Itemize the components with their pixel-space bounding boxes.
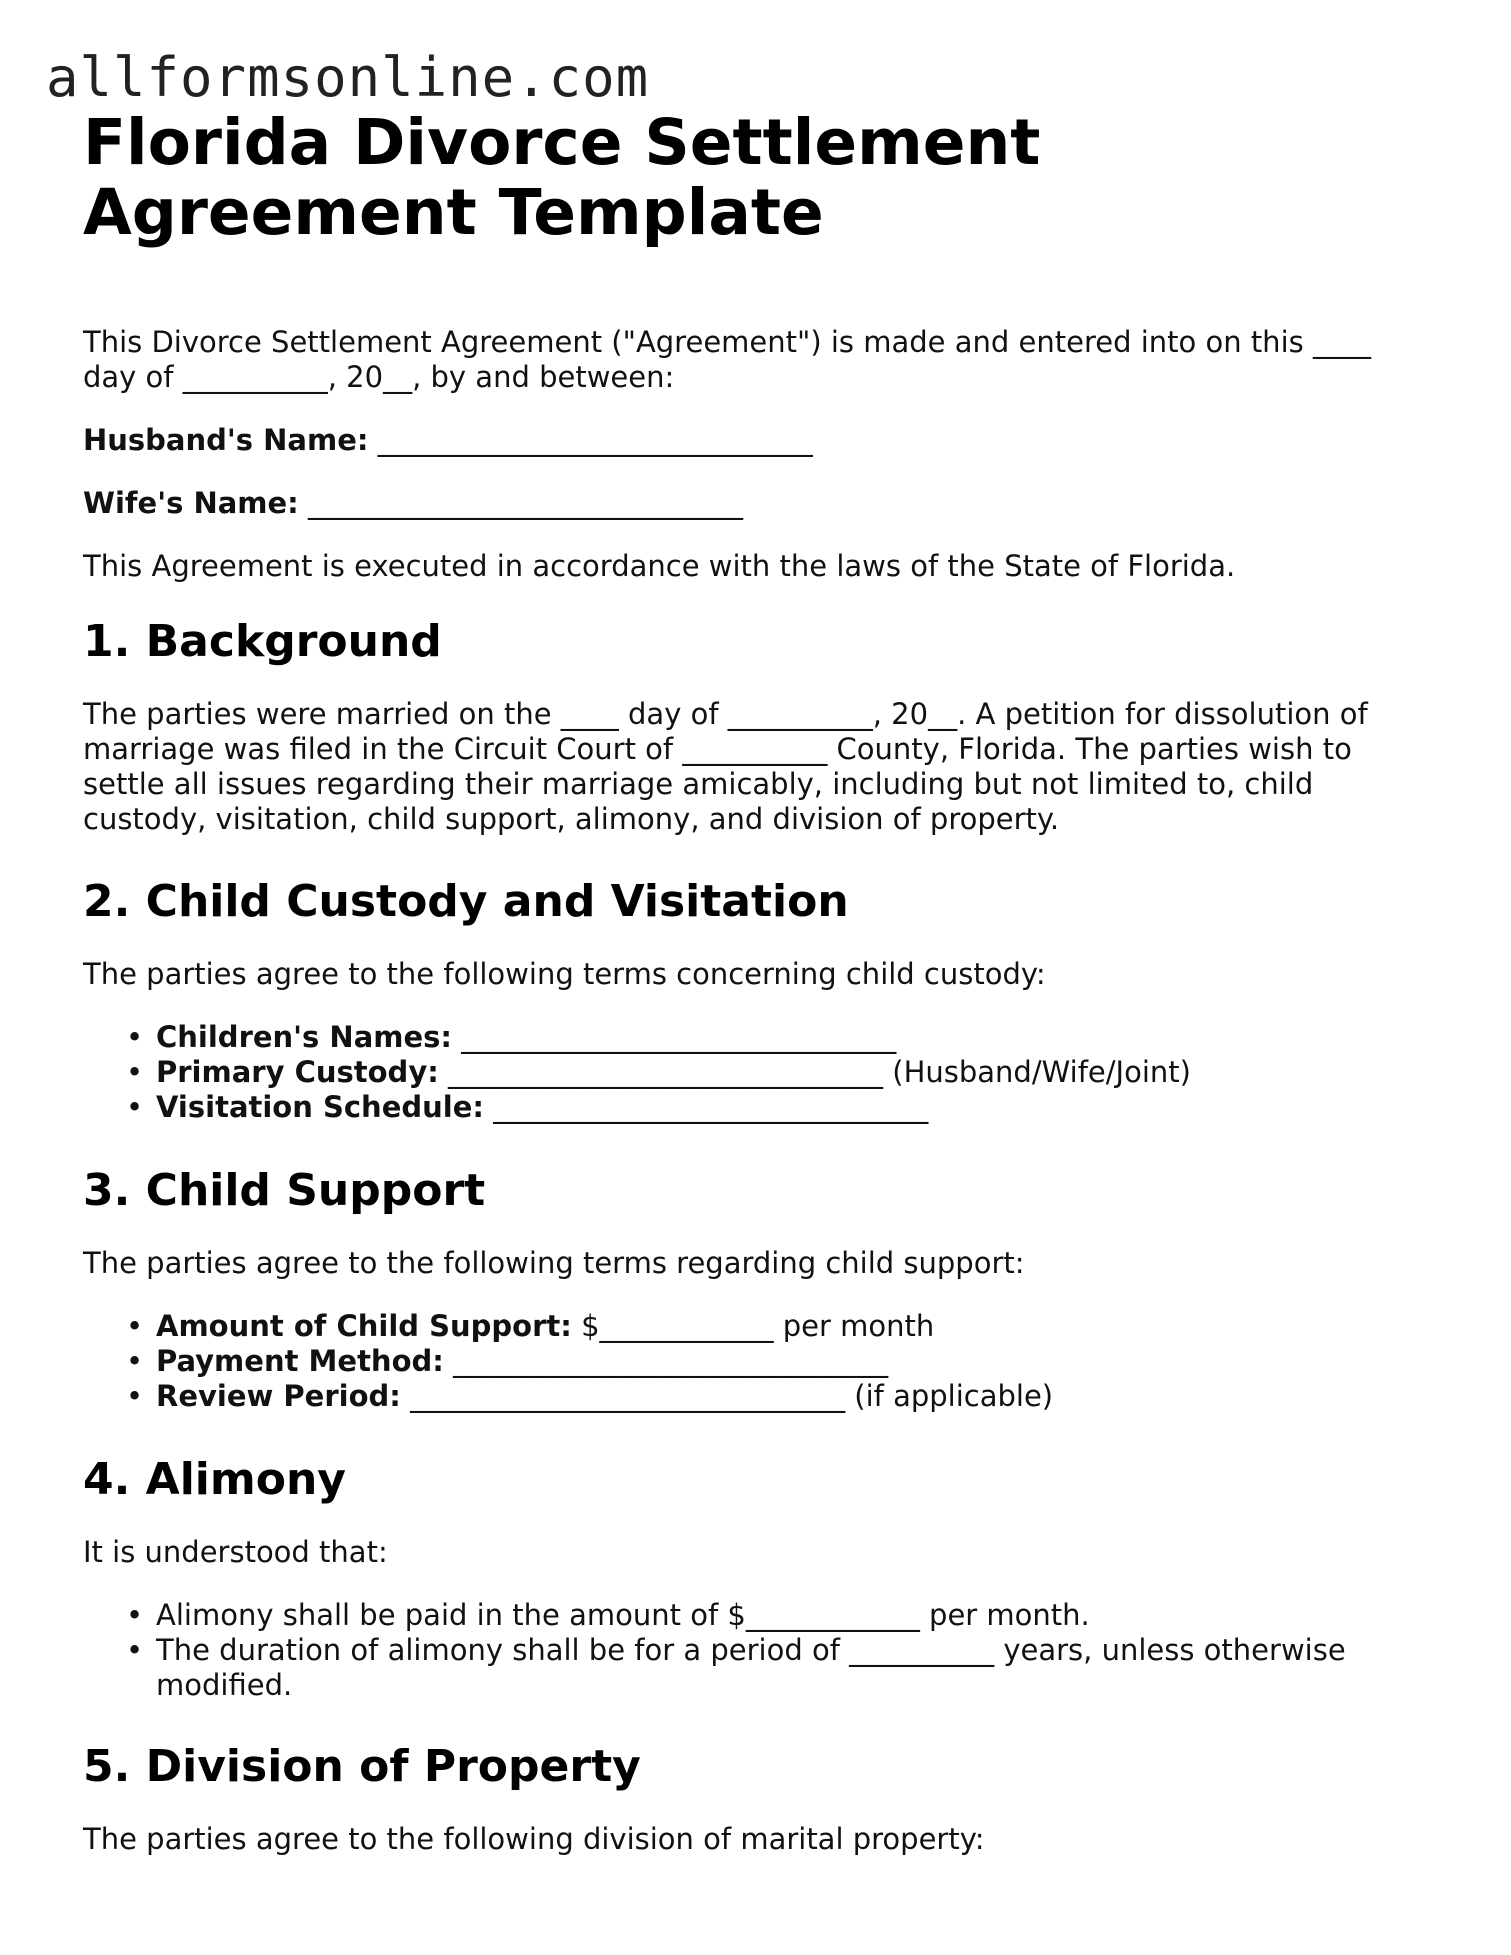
review-period-blank: ______________________________ (if applicable) bbox=[410, 1379, 1054, 1413]
payment-method-label: Payment Method: bbox=[156, 1344, 444, 1378]
review-period-label: Review Period: bbox=[156, 1379, 401, 1413]
husband-name-label: Husband's Name: bbox=[83, 423, 369, 457]
section-property-text: The parties agree to the following division of marital property: bbox=[83, 1822, 985, 1856]
support-amount-label: Amount of Child Support: bbox=[156, 1309, 572, 1343]
wife-name-label: Wife's Name: bbox=[83, 486, 299, 520]
list-item: • The duration of alimony shall be for a period of __________ years, unless otherwise modified. bbox=[156, 1633, 1423, 1703]
section-alimony-text: It is understood that: bbox=[83, 1535, 388, 1569]
section-background-heading: 1. Background bbox=[83, 616, 442, 667]
section-custody-text: The parties agree to the following terms concerning child custody: bbox=[83, 957, 1046, 991]
list-item bbox=[156, 1379, 1423, 1414]
custody-list bbox=[83, 1020, 1423, 1125]
visitation-schedule-blank: ______________________________ bbox=[493, 1090, 929, 1124]
law-statement: This Agreement is executed in accordance with the laws of the State of Florida. bbox=[83, 549, 1236, 583]
wife-name-blank: ______________________________ bbox=[308, 486, 743, 520]
list-item bbox=[156, 1090, 1423, 1125]
primary-custody-blank: ______________________________ (Husband/Wife/Joint) bbox=[448, 1055, 1191, 1089]
children-names-blank: ______________________________ bbox=[461, 1020, 897, 1054]
support-amount-blank: $____________ per month bbox=[581, 1309, 935, 1343]
alimony-list bbox=[83, 1598, 1423, 1703]
section-support-heading: 3. Child Support bbox=[83, 1165, 486, 1216]
section-property-heading: 5. Division of Property bbox=[83, 1741, 641, 1792]
visitation-schedule-label: Visitation Schedule: bbox=[156, 1090, 484, 1124]
children-names-label: Children's Names: bbox=[156, 1020, 453, 1054]
primary-custody-label: Primary Custody: bbox=[156, 1055, 439, 1089]
intro-paragraph: This Divorce Settlement Agreement ("Agreement") is made and entered into on this ____ day of __________, 20__, by and between: bbox=[83, 325, 1371, 394]
document-title: Florida Divorce Settlement Agreement Template bbox=[83, 106, 1041, 249]
husband-name-field bbox=[83, 423, 1423, 458]
wife-name-field bbox=[83, 486, 1423, 521]
husband-name-blank: ______________________________ bbox=[377, 423, 813, 457]
document-page bbox=[83, 108, 1423, 1857]
list-item bbox=[156, 1055, 1423, 1090]
section-background-text: The parties were married on the ____ day of __________, 20__. A petition for dissolution of marriage was filed in the Circuit Court of __________ County, Florida. The parties wish to settle all issues regarding their marriage amicably, including but not limited to, child custody, visitation, child support, alimony, and division of property. bbox=[83, 697, 1368, 836]
list-item bbox=[156, 1309, 1423, 1344]
list-item bbox=[156, 1020, 1423, 1055]
list-item: • Alimony shall be paid in the amount of $____________ per month. bbox=[156, 1598, 1423, 1633]
site-watermark: allformsonline.com bbox=[46, 46, 650, 109]
list-item bbox=[156, 1344, 1423, 1379]
support-list bbox=[83, 1309, 1423, 1414]
section-support-text: The parties agree to the following terms regarding child support: bbox=[83, 1246, 1025, 1280]
section-alimony-heading: 4. Alimony bbox=[83, 1454, 346, 1505]
section-custody-heading: 2. Child Custody and Visitation bbox=[83, 876, 849, 927]
payment-method-blank: ______________________________ bbox=[453, 1344, 889, 1378]
